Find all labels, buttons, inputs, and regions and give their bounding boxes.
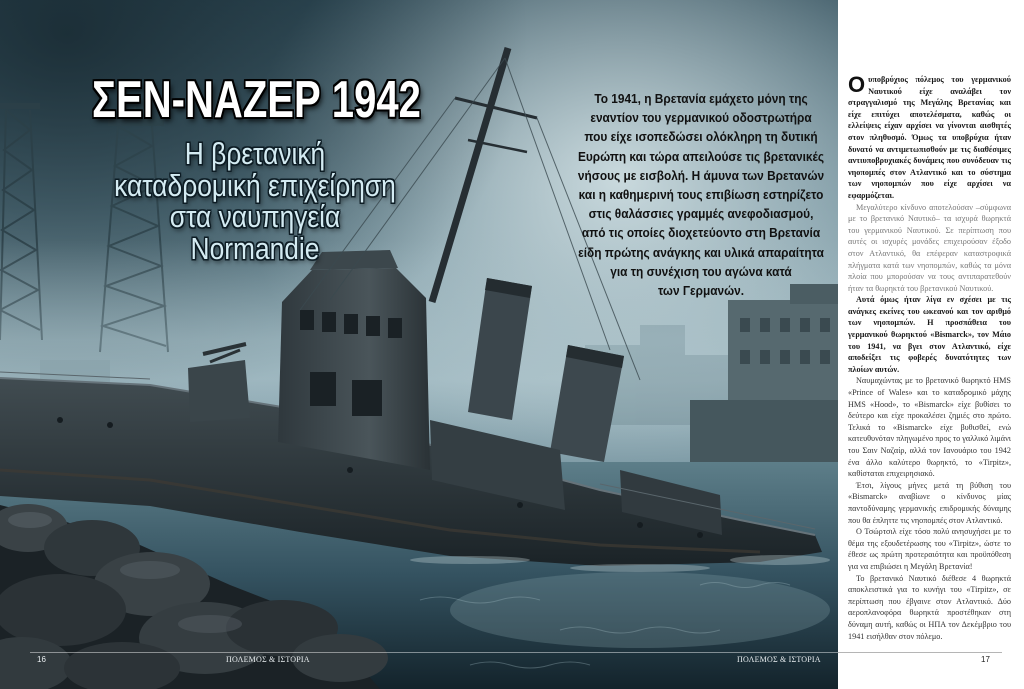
intro-line: από τις οποίες διοχετεύοντο στη Βρετανία xyxy=(581,225,821,241)
magazine-name-right: ΠΟΛΕΜΟΣ & ΙΣΤΟΡΙΑ xyxy=(737,655,821,664)
page-number-right: 17 xyxy=(981,655,990,664)
subtitle-line: καταδρομική επιχείρηση xyxy=(114,167,396,203)
footer-rule xyxy=(838,652,1002,653)
body-paragraph: Αυτά όμως ήταν λίγα εν σχέσει με τις ανάγκες εκείνες του ωκεανού και τον αριθμό των νηοπομπών. Η προσπάθεια του γερμανικού θωρηκτού «Bismarck», τον Μάιο του 1941, να βγει στον Ατλαντικό, είχε αποδείξει τις φοβερές δυνατότητες των πλοίων αυτών. xyxy=(848,295,1011,374)
subtitle-line: Η βρετανική xyxy=(184,136,326,171)
footer-rule xyxy=(30,652,838,653)
intro-line: νήσους με εισβολή. Η άμυνα των Βρετανών xyxy=(577,167,825,183)
intro-line: που είχε ισοπεδώσει ολόκληρη τη δυτική xyxy=(584,129,818,145)
aft-gun-house xyxy=(188,360,250,422)
bridge-superstructure xyxy=(278,268,430,470)
magazine-name-left: ΠΟΛΕΜΟΣ & ΙΣΤΟΡΙΑ xyxy=(226,655,310,664)
subtitle-line: στα ναυπηγεία xyxy=(169,199,341,234)
intro-line: στις θαλάσσιες γραμμές ανεφοδιασμού, xyxy=(588,206,814,222)
article-intro xyxy=(562,89,841,300)
intro-line: Ευρώπη και τώρα απειλούσε τις βρετανικές xyxy=(577,148,825,164)
body-paragraph: Το βρετανικό Ναυτικό διέθεσε 4 θωρηκτά αποκλειστικά για το κυνήγι του «Tirpitz», σε περίπτωση που έβγαινε στον Ατλαντικό. Δύο αεροπλανοφόρα θωρηκτά προστέθηκαν στη δύναμη αυτή, καθώς οι ΗΠΑ τον Δεκέμβριο του 1941 εισήλθαν στον πόλεμο. xyxy=(848,573,1011,641)
intro-line: είδη πρώτης ανάγκης και υλικά απαραίτητα xyxy=(578,244,824,260)
intro-line: εναντίον του γερμανικού οδοστρωτήρα xyxy=(590,110,812,126)
body-paragraph: Ο Τσώρτσιλ είχε τόσο πολύ ανησυχήσει με το θέμα της εξουδετέρωσης του «Tirpitz», ώστε το έθεσε ως πρώτη προτεραιότητα και προϋπόθεση για να επιβιώσει η Μεγάλη Βρετανία! xyxy=(848,527,1011,571)
article-title: ΣΕΝ-ΝΑΖΕΡ 1942 xyxy=(92,71,421,129)
body-paragraph xyxy=(848,74,1011,202)
article-subtitle xyxy=(106,138,404,264)
intro-line: για τη συνέχιση του αγώνα κατά xyxy=(610,263,792,279)
body-text-column xyxy=(848,74,1011,648)
subtitle-line: Normandie xyxy=(190,230,320,266)
intro-line: Το 1941, η Βρετανία εμάχετο μόνη της xyxy=(594,91,808,106)
intro-line: των Γερμανών. xyxy=(657,283,745,299)
sea-reflection xyxy=(450,572,830,648)
drop-cap: Ο xyxy=(848,74,866,97)
paragraph-text: υποβρύχιος πόλεμος του γερμανικού Ναυτικού είχε αναλάβει τον στραγγαλισμό της Μεγάλης Βρετανίας και είχε επιτύχει αποτελέσματα, καθώς οι ελλείψεις είχαν αρχίσει να γίνονται αισθητές στον πληθυσμό. Όμως τα υποβρύχια ήταν δυνατό να αντιμετωπισθούν με τις διαθέσιμες αντιυποβρυχιακές δυνάμεις που συνόδευαν τις νηοπομπές στον Ατλαντικό και το σύστημα των νηοπομπών που είχε αρχίσει να εφαρμόζεται. xyxy=(848,75,1011,200)
page-number-left: 16 xyxy=(37,655,46,664)
body-paragraph: Ναυμαχώντας με το βρετανικό θωρηκτό HMS «Prince of Wales» και το καταδρομικό μάχης HMS «Hood», το «Bismarck» είχε βυθίσει το δεύτερο και είχε προκαλέσει ζημιές στο πρώτο. Τελικά το «Bismarck» είχε βυθισθεί, ενώ κατευθυνόταν πληγωμένο προς το γαλλικό λιμάνι του Σαιν Ναζαίρ, αλλά τον Ιανουάριο του 1942 ένα άλλο καλύτερο θωρηκτό, το «Tirpitz», καθίσταται επιχειρησιακό. xyxy=(848,376,1011,479)
body-paragraph: Έτσι, λίγους μήνες μετά τη βύθιση του «Bismarck» αναβίωνε ο κίνδυνος μίας παντοδύναμης γερμανικής επιδρομικής δύναμης που θα έπληττε τις νηοπομπές στον Ατλαντικό. xyxy=(848,480,1011,525)
body-paragraph: Μεγαλύτερο κίνδυνο αποτελούσαν –σύμφωνα με το βρετανικό Ναυτικό– τα ισχυρά θωρηκτά του γερμανικού Ναυτικού. Σε περίπτωση που αυτές οι ισχυρές μονάδες επιχειρούσαν έξοδο στον Ατλαντικό, θα επέφεραν καταστροφικά πλήγματα κατά των νηοπομπών, καθώς τα μόνα πλοία που μπορούσαν να τους αντιπαρατεθούν ήταν τα θωρηκτά του βρετανικού Ναυτικού. xyxy=(848,202,1011,293)
intro-line: και η καθημερινή τους επιβίωση εστηρίζετο xyxy=(578,187,824,203)
